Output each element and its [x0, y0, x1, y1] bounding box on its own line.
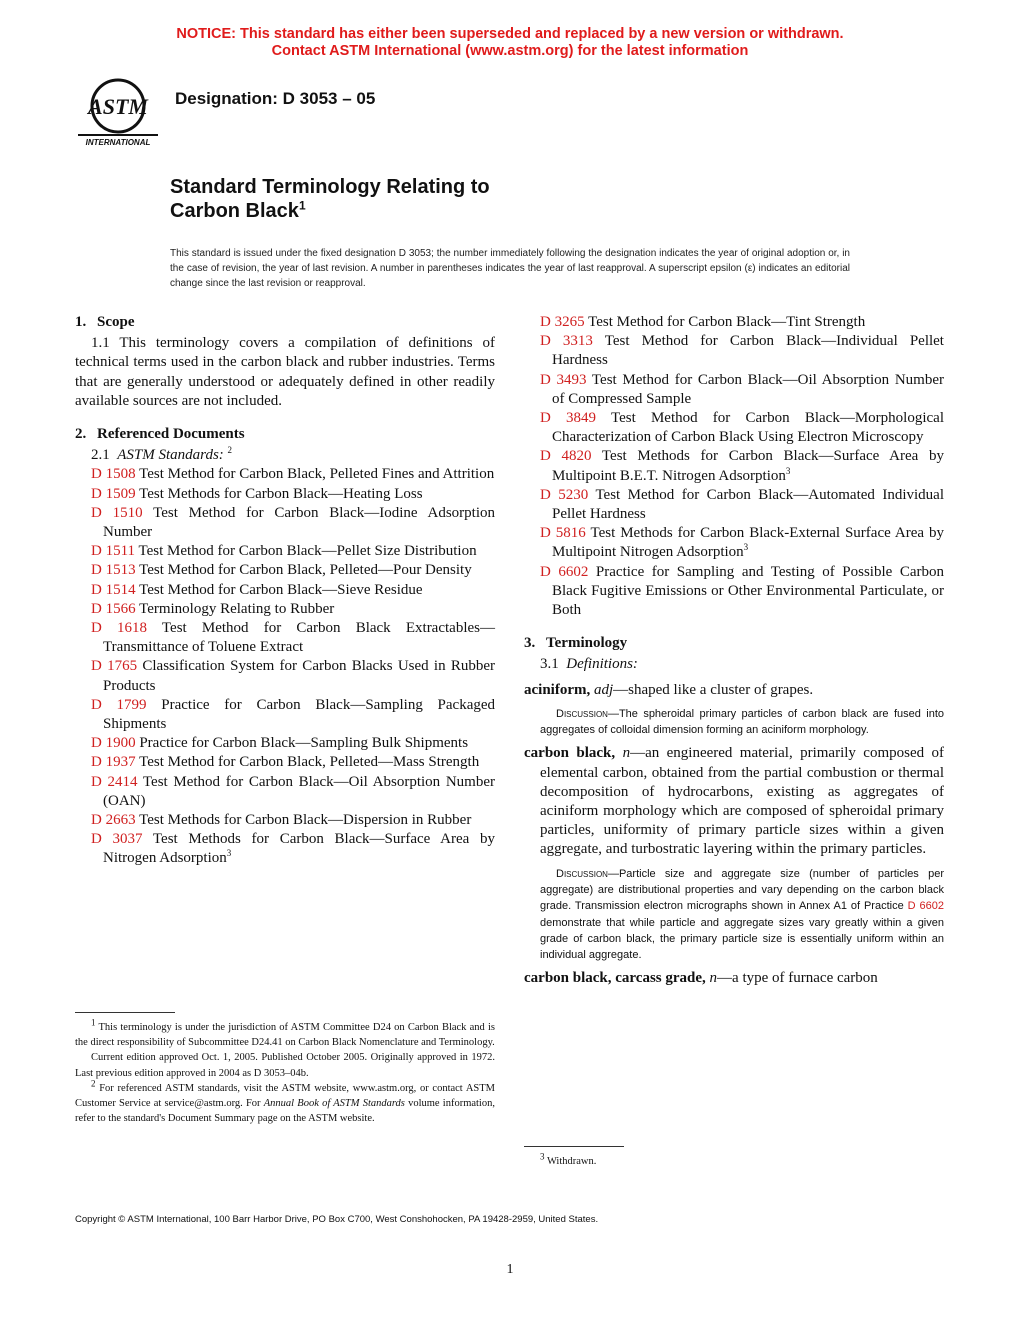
definitions-subheading — [524, 655, 944, 674]
footnote-marker: 1 — [91, 1017, 96, 1028]
document-title — [170, 175, 490, 223]
reference-code-link[interactable]: D 1765 — [91, 658, 138, 675]
footnote-text-continued: volume information, refer to the standard's Document Summary page on the ASTM website. — [75, 1098, 495, 1125]
reference-item — [75, 600, 495, 619]
section-title: Referenced Documents — [97, 426, 245, 443]
reference-link-d6602[interactable]: D 6602 — [907, 900, 944, 913]
reference-item — [524, 486, 944, 524]
footnote-marker: 3 — [226, 848, 232, 859]
term-name: aciniform, — [524, 681, 591, 698]
reference-code-link[interactable]: D 1510 — [91, 504, 143, 521]
part-of-speech: n — [622, 745, 631, 762]
reference-code-link[interactable]: D 3313 — [540, 333, 593, 350]
reference-title: Test Method for Carbon Black—Tint Strength — [588, 314, 866, 330]
copyright-line: Copyright © ASTM International, 100 Barr Harbor Drive, PO Box C700, West Conshohocken, PA 19428-2959, United States. — [75, 1214, 599, 1225]
reference-code-link[interactable]: D 5230 — [540, 486, 589, 503]
reference-item — [75, 542, 495, 561]
reference-title: Test Methods for Carbon Black—Heating Loss — [139, 485, 423, 502]
footnote-marker: 2 — [91, 1078, 96, 1089]
logo-text: ASTM — [88, 94, 148, 119]
footnote-text: For referenced ASTM standards, visit the ASTM website, www.astm.org, or contact ASTM Customer Service at service@astm.org. For — [75, 1082, 496, 1110]
reference-item — [524, 332, 944, 370]
term-carbon-black-carcass-grade — [524, 969, 944, 988]
reference-title: Practice for Carbon Black—Sampling Packaged Shipments — [103, 696, 496, 733]
page-number: 1 — [506, 1262, 514, 1277]
reference-code-link[interactable]: D 2414 — [91, 773, 138, 790]
astm-standards-subheading — [75, 446, 495, 465]
reference-code-link[interactable]: D 1513 — [91, 562, 136, 579]
reference-title: Test Method for Carbon Black Extractables—Transmittance of Toluene Extract — [103, 620, 495, 656]
footnote-marker: 3 — [785, 465, 791, 476]
sub-number: 3.1 — [540, 656, 559, 673]
issue-note: This standard is issued under the fixed designation D 3053; the number immediately following the designation indicates the year of original adoption or, in the case of revision, the year of last revision. A number in parentheses indicates the year of last reapproval. A superscript epsilon (ε) indicates an editorial change since the last revision or reapproval. — [170, 248, 850, 289]
reference-item — [524, 447, 944, 485]
reference-title: Test Methods for Carbon Black-External Surface Area by Multipoint Nitrogen Adsorption — [552, 525, 944, 561]
discussion-text: —The spheroidal primary particles of carbon black are fused into aggregates of colloidal dimension forming an aciniform morphology. — [540, 707, 944, 737]
sub-label: Definitions: — [566, 656, 638, 673]
title-footnote-marker: 1 — [298, 198, 306, 213]
reference-title: Test Method for Carbon Black—Pellet Size Distribution — [138, 543, 477, 560]
footnote-1 — [75, 1017, 495, 1050]
reference-item — [75, 561, 495, 580]
term-name: carbon black, carcass grade, — [524, 970, 706, 987]
footnote-divider-left — [75, 1012, 175, 1013]
reference-title: Test Method for Carbon Black—Individual Pellet Hardness — [552, 333, 944, 369]
reference-item — [75, 773, 495, 811]
sub-number: 2.1 — [91, 447, 110, 464]
footnote-3 — [540, 1151, 597, 1167]
sub-label: ASTM Standards: — [117, 447, 224, 464]
reference-item — [524, 563, 944, 621]
designation: Designation: D 3053 – 05 — [175, 89, 376, 108]
notice-line-1: NOTICE: This standard has either been superseded and replaced by a new version or withdrawn. — [176, 26, 844, 42]
title-line-1: Standard Terminology Relating to — [170, 176, 490, 198]
reference-title: Test Method for Carbon Black—Morphological Characterization of Carbon Black Using Electron Microscopy — [552, 410, 944, 446]
discussion-text-continued: demonstrate that while particle and aggregate sizes vary greatly within a given grade of carbon black, the primary particle size is essentially uniform within an individual aggregate. — [540, 916, 944, 962]
reference-code-link[interactable]: D 1618 — [91, 620, 148, 637]
reference-code-link[interactable]: D 1508 — [91, 466, 136, 483]
footnote-text: Withdrawn. — [546, 1156, 597, 1167]
part-of-speech: n — [709, 970, 718, 987]
section-terminology-heading — [524, 634, 944, 653]
reference-code-link[interactable]: D 5816 — [540, 525, 586, 542]
footnotes-left — [75, 1017, 496, 1126]
section-number: 1. — [75, 314, 87, 330]
reference-item — [75, 485, 495, 504]
footnote-1-continued: Current edition approved Oct. 1, 2005. Published October 2005. Originally approved in 1972. Last previous edition approved in 2004 as D 3053–04b. — [75, 1052, 495, 1079]
section-number: 3. — [524, 635, 536, 652]
reference-code-link[interactable]: D 1511 — [91, 543, 136, 560]
reference-code-link[interactable]: D 1509 — [91, 485, 136, 502]
supersession-notice — [0, 26, 1020, 60]
section-refdocs-heading — [75, 425, 495, 444]
scope-paragraph: 1.1 This terminology covers a compilation of definitions of technical terms used in the carbon black and rubber industries. Terms that are generally understood or adequately defined in other readily available sources are not included. — [75, 335, 495, 409]
reference-title: Test Method for Carbon Black—Oil Absorption Number of Compressed Sample — [552, 371, 944, 407]
footnote-2 — [75, 1078, 496, 1127]
reference-title: Practice for Sampling and Testing of Possible Carbon Black Fugitive Emissions or Other Environmental Particulate, or Both — [552, 563, 944, 619]
reference-title: Test Method for Carbon Black, Pelleted—Mass Strength — [139, 754, 480, 771]
notice-line-2: Contact ASTM International (www.astm.org) for the latest information — [271, 43, 749, 59]
footnote-divider-right — [524, 1146, 624, 1147]
reference-code-link[interactable]: D 4820 — [540, 448, 592, 465]
reference-item — [524, 371, 944, 409]
reference-item — [75, 734, 495, 753]
discussion-text: —Particle size and aggregate size (number of particles per aggregate) are distributional properties and vary depending on the carbon black grade. Transmission electron micrographs shown in Annex A1 of Practice — [540, 867, 944, 913]
reference-item — [524, 313, 944, 332]
reference-item — [75, 753, 495, 772]
reference-item — [75, 657, 495, 695]
discussion-aciniform — [524, 706, 944, 739]
reference-title: Test Method for Carbon Black—Iodine Adsorption Number — [103, 504, 495, 541]
reference-title: Classification System for Carbon Blacks Used in Rubber Products — [103, 658, 495, 694]
footnote-marker: 2 — [227, 445, 233, 456]
reference-title: Test Methods for Carbon Black—Dispersion in Rubber — [139, 812, 472, 829]
reference-item — [75, 465, 495, 484]
footnote-text: This terminology is under the jurisdiction of ASTM Committee D24 on Carbon Black and is the direct responsibility of Subcommittee D24.41 on Carbon Black Nomenclature and Terminology. — [75, 1022, 495, 1049]
footnote-marker: 3 — [540, 1151, 545, 1162]
reference-title: Test Method for Carbon Black, Pelleted Fines and Attrition — [139, 466, 495, 483]
logo-subtext: INTERNATIONAL — [85, 138, 151, 147]
title-line-2: Carbon Black — [170, 200, 299, 222]
right-column — [524, 313, 944, 989]
footnote-italic: Annual Book of ASTM Standards — [263, 1098, 405, 1110]
reference-code-link[interactable]: D 1566 — [91, 600, 136, 617]
reference-code-link[interactable]: D 3037 — [91, 831, 143, 848]
astm-logo — [76, 76, 160, 148]
discussion-label: Discussion — [556, 867, 608, 880]
section-scope-heading — [75, 313, 495, 332]
term-aciniform — [524, 681, 944, 700]
reference-item — [75, 696, 495, 734]
reference-item — [75, 619, 495, 657]
reference-list-right — [524, 313, 944, 620]
term-carbon-black — [524, 744, 944, 859]
reference-item — [524, 524, 944, 562]
reference-title: Test Method for Carbon Black—Automated Individual Pellet Hardness — [552, 486, 944, 523]
term-definition: —shaped like a cluster of grapes. — [613, 681, 814, 698]
reference-code-link[interactable]: D 1514 — [91, 581, 136, 598]
reference-title: Test Method for Carbon Black—Sieve Residue — [139, 581, 423, 598]
reference-code-link[interactable]: D 1900 — [91, 735, 136, 752]
reference-code-link[interactable]: D 1799 — [91, 696, 147, 713]
reference-item — [75, 504, 495, 542]
section-number: 2. — [75, 426, 87, 443]
reference-code-link[interactable]: D 1937 — [91, 754, 136, 771]
reference-title: Test Method for Carbon Black, Pelleted—Pour Density — [139, 562, 472, 579]
left-column — [75, 313, 495, 869]
term-definition: —a type of furnace carbon — [717, 970, 878, 987]
reference-item — [524, 409, 944, 447]
term-name: carbon black, — [524, 745, 616, 762]
reference-title: Terminology Relating to Rubber — [139, 600, 335, 617]
reference-title: Test Methods for Carbon Black—Surface Area by Multipoint B.E.T. Nitrogen Adsorption — [552, 448, 944, 484]
section-title: Terminology — [546, 635, 628, 652]
footnote-marker: 3 — [743, 542, 749, 553]
reference-item — [75, 811, 495, 830]
reference-list-left — [75, 465, 495, 868]
reference-title: Practice for Carbon Black—Sampling Bulk Shipments — [139, 735, 469, 752]
reference-title: Test Methods for Carbon Black—Surface Area by Nitrogen Adsorption — [103, 831, 495, 867]
reference-code-link[interactable]: D 3265 — [540, 314, 585, 330]
reference-code-link[interactable]: D 3849 — [540, 410, 597, 427]
reference-code-link[interactable]: D 6602 — [540, 563, 589, 580]
term-definition: —an engineered material, primarily composed of elemental carbon, obtained from the partial combustion or thermal decomposition of hydrocarbons, existing as aggregates of aciniform morphology which are composed of spheroidal primary particles, uniformity of primary particle sizes within a given aggregate, and turbostratic layering within the primary particles. — [540, 745, 944, 858]
part-of-speech: adj — [593, 681, 614, 698]
reference-title: Test Method for Carbon Black—Oil Absorption Number (OAN) — [103, 773, 495, 809]
reference-code-link[interactable]: D 3493 — [540, 371, 587, 388]
reference-item — [75, 581, 495, 600]
reference-code-link[interactable]: D 2663 — [91, 812, 136, 829]
discussion-label: Discussion — [556, 707, 608, 720]
reference-item — [75, 830, 495, 868]
section-title: Scope — [97, 314, 135, 330]
discussion-carbon-black — [524, 866, 944, 964]
